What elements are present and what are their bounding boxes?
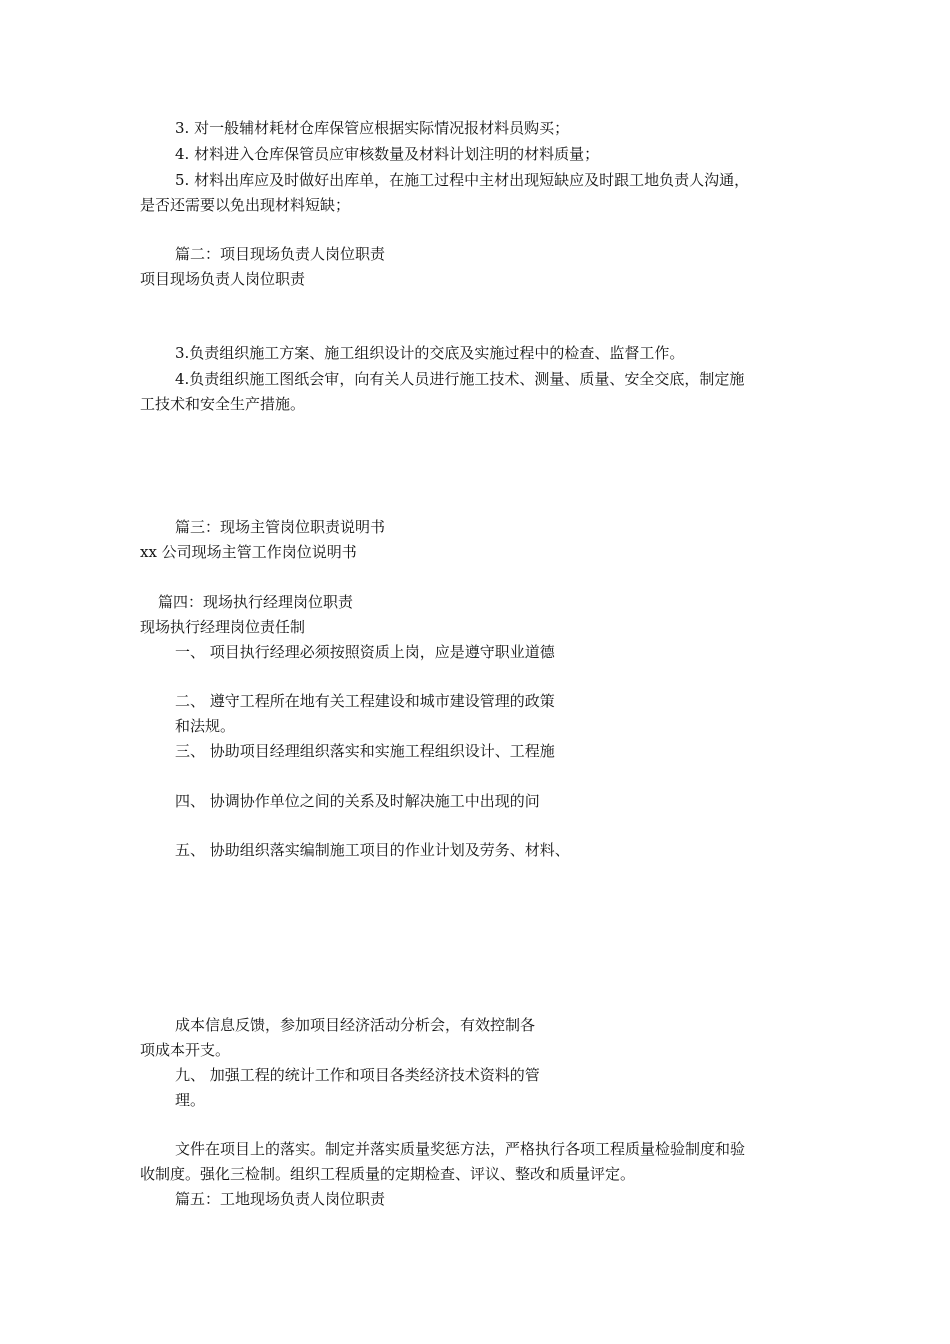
text-line: 项成本开支。 [140, 1041, 231, 1059]
text-line: 工技术和安全生产措施。 [140, 395, 306, 413]
text-line: 成本信息反馈，参加项目经济活动分析会，有效控制各 [175, 1016, 536, 1034]
list-item-continuation: 和法规。 [175, 717, 236, 735]
text-line: 是否还需要以免出现材料短缺； [140, 196, 351, 214]
list-item: 二、 遵守工程所在地有关工程建设和城市建设管理的政策 [175, 692, 555, 710]
section-title: 项目现场负责人岗位职责 [140, 270, 306, 288]
section-heading: 篇四：现场执行经理岗位职责 [158, 593, 354, 611]
list-item-continuation: 理。 [175, 1091, 206, 1109]
text-line: 收制度。强化三检制。组织工程质量的定期检查、评议、整改和质量评定。 [140, 1165, 636, 1183]
text-line: 文件在项目上的落实。制定并落实质量奖惩方法，严格执行各项工程质量检验制度和验 [175, 1140, 746, 1158]
text-line: 5. 材料出库应及时做好出库单，在施工过程中主材出现短缺应及时跟工地负责人沟通， [175, 171, 750, 189]
list-item: 五、 协助组织落实编制施工项目的作业计划及劳务、材料、 [175, 841, 570, 859]
list-item: 三、 协助项目经理组织落实和实施工程组织设计、工程施 [175, 742, 555, 760]
section-title: xx 公司现场主管工作岗位说明书 [140, 543, 357, 561]
section-heading: 篇二：项目现场负责人岗位职责 [175, 245, 386, 263]
list-item: 九、 加强工程的统计工作和项目各类经济技术资料的管 [175, 1066, 540, 1084]
text-line: 3.负责组织施工方案、施工组织设计的交底及实施过程中的检查、监督工作。 [175, 344, 685, 362]
text-line: 4.负责组织施工图纸会审，向有关人员进行施工技术、测量、质量、安全交底，制定施 [175, 370, 745, 388]
section-title: 现场执行经理岗位责任制 [140, 618, 306, 636]
text-line: 3. 对一般辅材耗材仓库保管应根据实际情况报材料员购买； [175, 119, 570, 137]
section-heading: 篇五：工地现场负责人岗位职责 [175, 1190, 386, 1208]
list-item: 一、 项目执行经理必须按照资质上岗，应是遵守职业道德 [175, 643, 555, 661]
list-item: 四、 协调协作单位之间的关系及时解决施工中出现的问 [175, 792, 540, 810]
text-line: 4. 材料进入仓库保管员应审核数量及材料计划注明的材料质量； [175, 145, 600, 163]
section-heading: 篇三：现场主管岗位职责说明书 [175, 518, 386, 536]
